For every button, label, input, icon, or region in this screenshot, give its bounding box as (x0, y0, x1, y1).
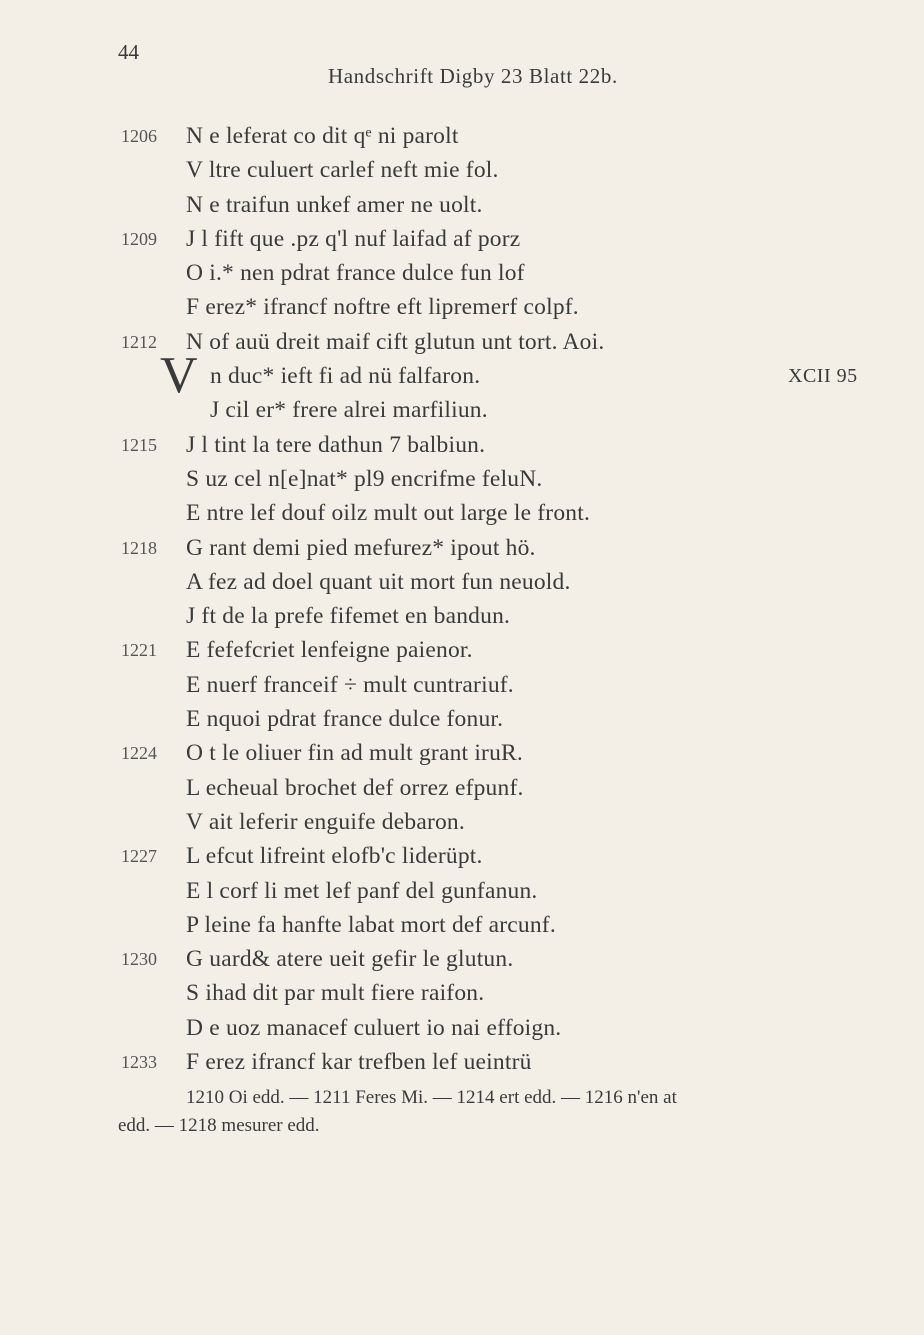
verse-text: O i.* nen pdrat france dulce fun lof (186, 260, 525, 287)
verse-line (0, 428, 924, 462)
verse-line (0, 565, 924, 599)
verse-text: F erez ifrancf kar trefben lef ueintrü (186, 1049, 532, 1076)
line-number: 1209 (121, 228, 157, 249)
verse-text: J l tint la tere dathun 7 balbiun. (186, 431, 486, 458)
verse-text: E fefefcriet lenfeigne paienor. (186, 637, 473, 664)
verse-text: E nquoi pdrat france dulce fonur. (186, 706, 504, 733)
verse-text: E nuerf franceif ÷ mult cuntrariuf. (186, 671, 514, 698)
verse-line (0, 325, 924, 359)
verse-line (0, 359, 924, 393)
verse-text: J ft de la prefe fifemet en bandun. (186, 603, 511, 630)
verse-text: E l corf li met lef panf del gunfanun. (186, 877, 538, 904)
verse-text: N e traifun unkef amer ne uolt. (186, 191, 483, 218)
verse-line (0, 222, 924, 256)
verse-line (0, 668, 924, 702)
verse-text: G rant demi pied mefurez* ipout hö. (186, 534, 536, 561)
verse-text: N e leferat co dit qᵉ ni parolt (186, 123, 459, 149)
verse-text: V ait leferir enguife debaron. (186, 808, 465, 835)
verse-line (0, 1045, 924, 1079)
line-number: 1212 (121, 331, 157, 352)
verse-line (0, 496, 924, 530)
verse-line (0, 188, 924, 222)
line-number: 1233 (121, 1052, 157, 1073)
verse-text: J l fift que .pz q'l nuf laifad af porz (186, 225, 521, 252)
footnote-line: 1210 Oi edd. — 1211 Feres Mi. — 1214 ert edd. — 1216 n'en at (186, 1087, 677, 1108)
verse-line (0, 771, 924, 805)
line-number: 1224 (121, 743, 157, 764)
verse-line (0, 908, 924, 942)
verse-text: G uard& atere ueit gefir le glutun. (186, 946, 514, 973)
verse-line (0, 942, 924, 976)
line-number: 1230 (121, 949, 157, 970)
verse-line (0, 633, 924, 667)
verse-line (0, 874, 924, 908)
verse-line (0, 153, 924, 187)
verse-text: n duc* ieft fi ad nü falfaron. (210, 363, 481, 390)
running-header: Handschrift Digby 23 Blatt 22b. (328, 64, 618, 88)
big-initial: V (160, 347, 198, 404)
verse-block (0, 119, 924, 1079)
verse-text: O t le oliuer fin ad mult grant iruR. (186, 740, 523, 767)
verse-text: S ihad dit par mult fiere raifon. (186, 980, 485, 1007)
line-number: 1215 (121, 434, 157, 455)
line-number: 1206 (121, 126, 157, 146)
verse-text: F erez* ifrancf noftre eft lipremerf colpf. (186, 294, 579, 321)
verse-text: E ntre lef douf oilz mult out large le front. (186, 500, 591, 527)
verse-line (0, 599, 924, 633)
verse-text: N of auü dreit maif cift glutun unt tort. Aoi. (186, 328, 605, 355)
line-number: 1227 (121, 846, 157, 867)
verse-line (0, 702, 924, 736)
verse-line (0, 531, 924, 565)
verse-line (0, 462, 924, 496)
verse-text: D e uoz manacef culuert io nai effoign. (186, 1014, 562, 1041)
verse-text: S uz cel n[e]nat* pl9 encrifme feluN. (186, 465, 543, 492)
verse-line (0, 839, 924, 873)
verse-line (0, 805, 924, 839)
verse-text: V ltre culuert carlef neft mie fol. (186, 157, 499, 184)
verse-text: L efcut lifreint elofb'c liderüpt. (186, 843, 483, 870)
line-number: 1218 (121, 537, 157, 558)
footnote-line: edd. — 1218 mesurer edd. (118, 1115, 320, 1136)
verse-line (0, 736, 924, 770)
verse-line (0, 1011, 924, 1045)
verse-line (0, 393, 924, 427)
verse-text: P leine fa hanfte labat mort def arcunf. (186, 911, 556, 938)
verse-text: J cil er* frere alrei marfiliun. (210, 397, 488, 424)
verse-text: L echeual brochet def orrez efpunf. (186, 774, 524, 801)
line-number: 1221 (121, 640, 157, 661)
page-number: 44 (118, 40, 139, 64)
verse-line (0, 119, 924, 153)
verse-line (0, 290, 924, 324)
verse-text: A fez ad doel quant uit mort fun neuold. (186, 568, 571, 595)
verse-line (0, 256, 924, 290)
section-marker: XCII 95 (788, 365, 858, 388)
verse-line (0, 976, 924, 1010)
footnotes (118, 1084, 878, 1140)
